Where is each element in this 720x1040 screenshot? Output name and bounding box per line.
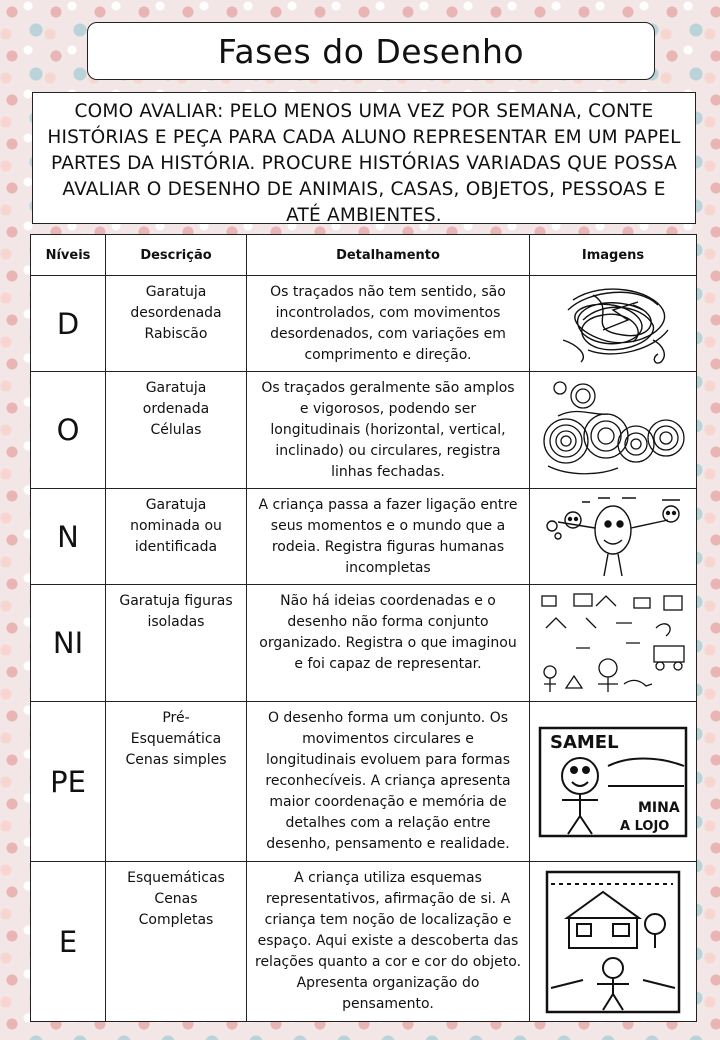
circles-drawing-icon [538,376,688,484]
detail-cell: Os traçados não tem sentido, são incontrolados, com movimentos desordenados, com variações em comprimento e direção. [247,276,530,372]
table-row [31,372,697,489]
image-cell [530,489,697,585]
description-line: Garatuja [145,380,207,396]
drawing-text: SAMEL [550,731,619,753]
description-cell [106,276,247,372]
description-line: Garatuja figuras [119,593,233,609]
table-row [31,585,697,702]
description-line: Esquemáticas [127,870,225,886]
description-line: Completas [138,912,214,928]
detail-cell: A criança utiliza esquemas representativos, afirmação de si. A criança tem noção de localização e espaço. Aqui existe a descoberta das relações quanto a cor e cor do objeto. Apresenta organização do pensamento. [247,862,530,1022]
image-cell [530,372,697,489]
level-cell: NI [31,585,106,702]
scribble-drawing-icon [543,280,683,368]
figures-drawing-icon [538,492,688,582]
description-line: Rabiscão [144,326,208,342]
page-title: Fases do Desenho [217,31,525,71]
level-cell: E [31,862,106,1022]
table-row [31,702,697,862]
description-cell [106,702,247,862]
description-line: isoladas [147,614,205,630]
drawing-text: A LOJO [620,818,670,834]
description-cell [106,862,247,1022]
image-cell [530,276,697,372]
description-line: Garatuja [145,284,207,300]
detail-cell: Os traçados geralmente são amplos e vigorosos, podendo ser longitudinais (horizontal, vertical, inclinado) ou circulares, registra linhas fechadas. [247,372,530,489]
detail-cell: A criança passa a fazer ligação entre seus momentos e o mundo que a rodeia. Registra figuras humanas incompletas [247,489,530,585]
table-row [31,862,697,1022]
description-line: desordenada [130,305,222,321]
description-line: Pré- [162,710,190,726]
header-description: Descrição [106,235,247,276]
table-row [31,276,697,372]
description-cell [106,489,247,585]
simple-scene-drawing-icon [538,726,688,838]
table-header-row [31,235,697,276]
detail-cell: O desenho forma um conjunto. Os movimentos circulares e longitudinais evoluem para formas reconhecíveis. A criança apresenta maior coordenação e memória de detalhes com a relação entre desenho, pensamento e realidade. [247,702,530,862]
image-cell [530,702,697,862]
header-detail: Detalhamento [247,235,530,276]
description-line: Esquemática [130,731,222,747]
phases-table [30,234,697,1022]
table-row [31,489,697,585]
description-line: Cenas simples [125,752,227,768]
level-cell: N [31,489,106,585]
description-line: identificada [134,539,218,555]
description-line: Cenas [154,891,198,907]
header-images: Imagens [530,235,697,276]
description-line: ordenada [142,401,210,417]
complete-scene-drawing-icon [543,868,683,1016]
drawing-text: MINA [638,799,680,816]
header-levels: Níveis [31,235,106,276]
isolated-figures-drawing-icon [536,588,690,698]
detail-cell: Não há ideias coordenadas e o desenho não forma conjunto organizado. Registra o que imaginou e foi capaz de representar. [247,585,530,702]
level-cell: D [31,276,106,372]
description-line: Garatuja [145,497,207,513]
instructions-box: COMO AVALIAR: PELO MENOS UMA VEZ POR SEMANA, CONTE HISTÓRIAS E PEÇA PARA CADA ALUNO REPRESENTAR EM UM PAPEL PARTES DA HISTÓRIA. PROCURE HISTÓRIAS VARIADAS QUE POSSA AVALIAR O DESENHO DE ANIMAIS, CASAS, OBJETOS, PESSOAS E ATÉ AMBIENTES. [32,92,696,224]
description-cell [106,372,247,489]
image-cell [530,862,697,1022]
level-cell: O [31,372,106,489]
title-box [87,22,655,80]
level-cell: PE [31,702,106,862]
description-line: Células [150,422,202,438]
description-line: nominada ou [130,518,222,534]
description-cell [106,585,247,702]
image-cell [530,585,697,702]
